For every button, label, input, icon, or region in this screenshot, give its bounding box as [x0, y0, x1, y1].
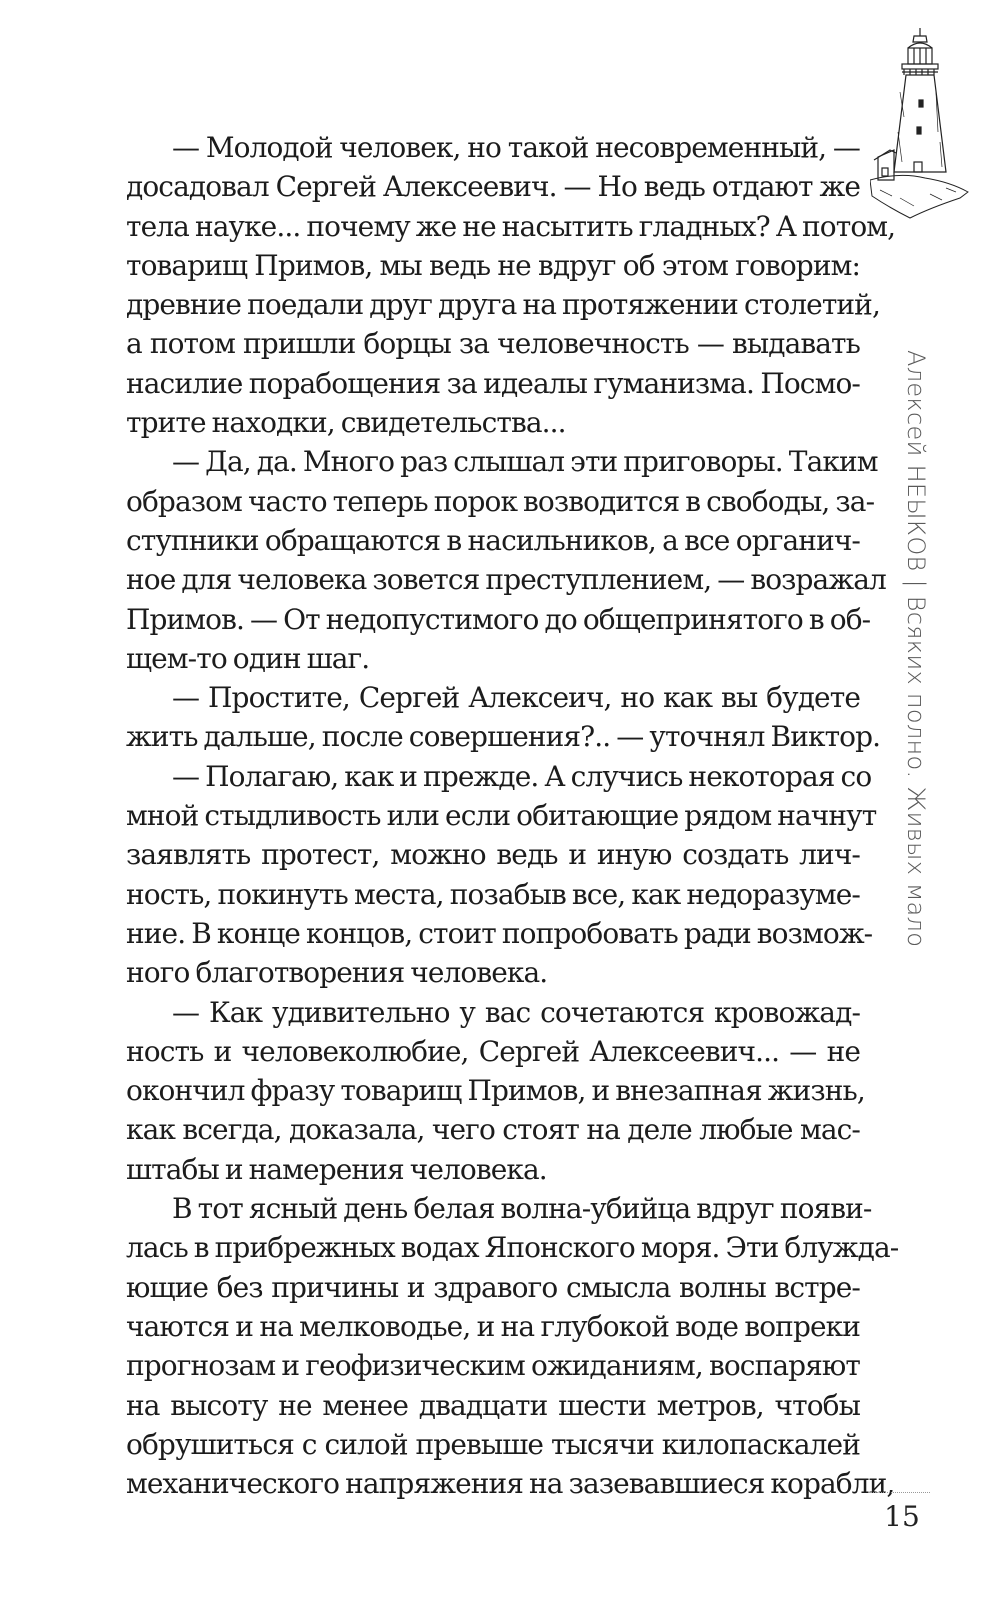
page-number: 15: [884, 1500, 920, 1533]
text-line: ность и человеколюбие, Сергей Алексеевич... — не: [126, 1034, 860, 1068]
text-line: ного благотворения человека.: [126, 956, 548, 990]
text-line: досадовал Сергей Алексеевич. — Но ведь отдают же: [126, 170, 860, 204]
text-line: ющие без причины и здравого смысла волны встре-: [126, 1270, 860, 1304]
text-line: насилие порабощения за идеалы гуманизма. Посмо-: [126, 366, 860, 400]
text-line: образом часто теперь порок возводится в свободы, за-: [126, 484, 875, 518]
text-line: — Как удивительно у вас сочетаются кровожад-: [172, 995, 860, 1029]
text-line: ность, покинуть места, позабыв все, как недоразуме-: [126, 877, 860, 911]
text-line: — Полагаю, как и прежде. А случись некоторая со: [172, 759, 872, 793]
text-line: тела науке... почему же не насытить гладных? А потом,: [126, 209, 896, 243]
body-text: [126, 128, 899, 1503]
text-line: — Да, да. Много раз слышал эти приговоры. Таким: [172, 445, 878, 479]
text-line: штабы и намерения человека.: [126, 1152, 547, 1186]
page-number-rule: [870, 1492, 930, 1493]
text-line: ное для человека зовется преступлением, — возражал: [126, 563, 886, 597]
text-line: — Молодой человек, но такой несовременный, —: [172, 131, 860, 164]
text-line: ступники обращаются в насильников, а все органич-: [126, 523, 860, 557]
text-line: щем-то один шаг.: [126, 641, 370, 675]
text-line: — Простите, Сергей Алексеич, но как вы будете: [172, 681, 860, 715]
text-line: товарищ Примов, мы ведь не вдруг об этом говорим:: [126, 248, 860, 282]
text-line: на высоту не менее двадцати шести метров, чтобы: [126, 1388, 860, 1422]
text-line: В тот ясный день белая волна-убийца вдруг появи-: [172, 1192, 872, 1226]
text-line: трите находки, свидетельства...: [126, 406, 566, 440]
text-line: механического напряжения на зазевавшиеся корабли,: [126, 1467, 895, 1501]
lighthouse-illustration: [870, 22, 970, 232]
text-line: мной стыдливость или если обитающие рядом начнут: [126, 799, 877, 833]
text-line: ние. В конце концов, стоит попробовать ради возмож-: [126, 916, 873, 950]
text-line: прогнозам и геофизическим ожиданиям, воспаряют: [126, 1349, 860, 1383]
text-line: Примов. — От недопустимого до общепринятого в об-: [126, 602, 871, 636]
text-line: древние поедали друг друга на протяжении столетий,: [126, 288, 880, 322]
text-line: жить дальше, после совершения?.. — уточнял Виктор.: [126, 720, 881, 754]
text-line: как всегда, доказала, чего стоят на деле любые мас-: [126, 1113, 860, 1147]
text-line: обрушиться с силой превыше тысячи килопаскалей: [126, 1427, 860, 1461]
running-title: Алексей НЕЫКОВ | Всяких полно. Живых мало: [902, 350, 930, 948]
text-line: лась в прибрежных водах Японского моря. Эти блужда-: [126, 1231, 899, 1265]
text-line: чаются и на мелководье, и на глубокой воде вопреки: [126, 1309, 860, 1343]
text-line: а потом пришли борцы за человечность — выдавать: [126, 327, 860, 361]
text-line: окончил фразу товарищ Примов, и внезапная жизнь,: [126, 1074, 865, 1108]
text-line: заявлять протест, можно ведь и иную создать лич-: [126, 838, 860, 872]
